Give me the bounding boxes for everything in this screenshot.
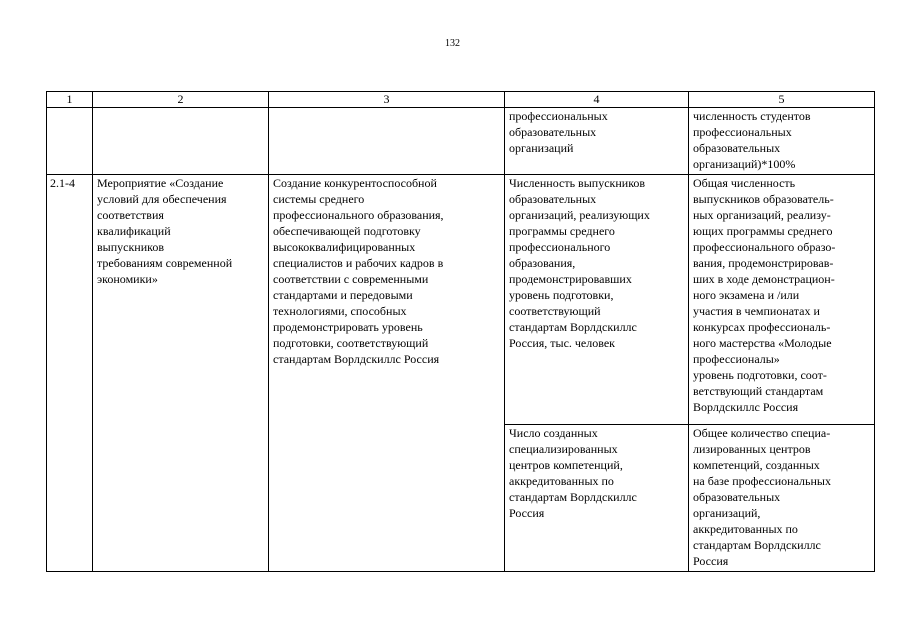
cell-text-line: программы среднего	[509, 224, 615, 238]
cell-text-line: на базе профессиональных	[693, 474, 831, 488]
method-cell-2	[689, 425, 875, 572]
cell-text-line: соответствия	[97, 208, 164, 222]
cell-text-line: условий для обеспечения	[97, 192, 227, 206]
cell-text-line: образования,	[509, 256, 576, 270]
cell-text-line: организаций)*100%	[693, 157, 796, 171]
cell-text-line: системы среднего	[273, 192, 365, 206]
cell-text-line: ного экзамена и /или	[693, 288, 800, 302]
indicator-cell-2	[505, 425, 689, 572]
cell-text-line: выпускников	[97, 240, 165, 254]
cell-text-line: ных организаций, реализу-	[693, 208, 831, 222]
continued-indicator-cell	[505, 108, 689, 175]
header-cell-2: 2	[93, 92, 269, 108]
cell-text-line: стандартам Ворлдскиллс	[509, 490, 637, 504]
cell-text-line: требованиям современной	[97, 256, 233, 270]
row-number-cell: 2.1-4	[47, 175, 93, 572]
cell-text-line: стандартам Ворлдскиллс Россия	[273, 352, 440, 366]
page-number: 132	[445, 38, 460, 49]
cell-text-line: продемонстрировавших	[509, 272, 632, 286]
cell-text-line: высококвалифицированных	[273, 240, 416, 254]
cell-text-line: Создание конкурентоспособной	[273, 176, 437, 190]
method-cell-1	[689, 175, 875, 425]
cell-text-line: конкурсах профессиональ-	[693, 320, 831, 334]
table-row-2-1-4	[47, 175, 875, 425]
cell-text-line: организаций	[509, 141, 574, 155]
cell-text-line: ющих программы среднего	[693, 224, 833, 238]
cell-text-line: аккредитованных по	[509, 474, 614, 488]
cell-text-line: квалификаций	[97, 224, 171, 238]
measures-table	[46, 91, 875, 572]
cell-text-line: образовательных	[693, 141, 781, 155]
cell-text-line: центров компетенций,	[509, 458, 623, 472]
cell-text-line: профессиональных	[693, 125, 792, 139]
cell-text-line: образовательных	[509, 192, 597, 206]
cell-text-line: образовательных	[509, 125, 597, 139]
cell-text-line: соответствии с современными	[273, 272, 429, 286]
cell-text-line: подготовки, соответствующий	[273, 336, 429, 350]
cell-text-line: выпускников образователь-	[693, 192, 834, 206]
cell-text-line: численность студентов	[693, 109, 811, 123]
cell-text-line: Число созданных	[509, 426, 598, 440]
header-cell-3: 3	[269, 92, 505, 108]
cell-text-line: экономики»	[97, 272, 158, 286]
cell-text-line: стандартами и передовыми	[273, 288, 413, 302]
cell-text-line: технологиями, способных	[273, 304, 407, 318]
cell-text-line: вания, продемонстрировав-	[693, 256, 834, 270]
cell-text-line: продемонстрировать уровень	[273, 320, 423, 334]
cell-text-line: профессиональных	[509, 109, 608, 123]
table-row-continued	[47, 108, 875, 175]
cell-text-line: соответствующий	[509, 304, 601, 318]
cell-text-line: Мероприятие «Создание	[97, 176, 224, 190]
continued-method-cell	[689, 108, 875, 175]
cell-text-line: ветствующий стандартам	[693, 384, 824, 398]
event-cell	[93, 175, 269, 572]
cell-text-line: участия в чемпионатах и	[693, 304, 820, 318]
continued-event-cell	[93, 108, 269, 175]
cell-text-line: организаций, реализующих	[509, 208, 650, 222]
cell-text-line: Россия, тыс. человек	[509, 336, 616, 350]
header-cell-1: 1	[47, 92, 93, 108]
cell-text-line: лизированных центров	[693, 442, 811, 456]
cell-text-line: Россия	[509, 506, 545, 520]
header-cell-5: 5	[689, 92, 875, 108]
cell-text-line: Ворлдскиллс Россия	[693, 400, 799, 414]
cell-text-line: Общая численность	[693, 176, 796, 190]
cell-text-line: специалистов и рабочих кадров в	[273, 256, 444, 270]
cell-text-line: Численность выпускников	[509, 176, 646, 190]
continued-number-cell	[47, 108, 93, 175]
cell-text-line: профессионального	[509, 240, 611, 254]
cell-text-line: Россия	[693, 554, 729, 568]
cell-text-line: специализированных	[509, 442, 618, 456]
cell-text-line: профессионалы»	[693, 352, 780, 366]
cell-text-line: аккредитованных по	[693, 522, 798, 536]
indicator-cell-1	[505, 175, 689, 425]
cell-text-line: уровень подготовки, соот-	[693, 368, 827, 382]
cell-text-line: ших в ходе демонстрацион-	[693, 272, 835, 286]
cell-text-line: организаций,	[693, 506, 761, 520]
cell-text-line: Общее количество специа-	[693, 426, 831, 440]
cell-text-line: стандартам Ворлдскиллс	[509, 320, 637, 334]
table-header-row	[47, 92, 875, 108]
cell-text-line: стандартам Ворлдскиллс	[693, 538, 821, 552]
cell-text-line: уровень подготовки,	[509, 288, 614, 302]
continued-result-cell	[269, 108, 505, 175]
cell-text-line: профессионального образо-	[693, 240, 836, 254]
result-cell	[269, 175, 505, 572]
cell-text-line: компетенций, созданных	[693, 458, 820, 472]
cell-text-line: образовательных	[693, 490, 781, 504]
header-cell-4: 4	[505, 92, 689, 108]
cell-text-line: обеспечивающей подготовку	[273, 224, 421, 238]
cell-text-line: ного мастерства «Молодые	[693, 336, 832, 350]
cell-text-line: профессионального образования,	[273, 208, 444, 222]
